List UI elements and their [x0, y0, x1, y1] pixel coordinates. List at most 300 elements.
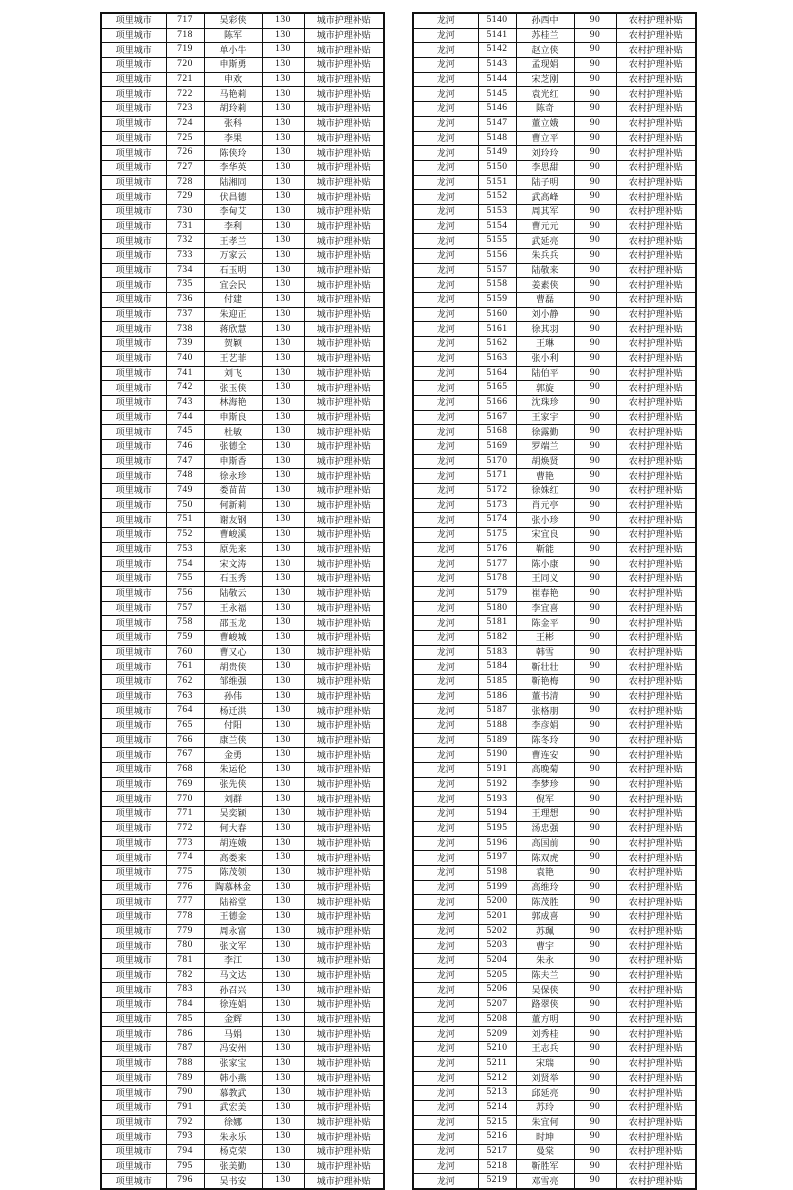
cell-area: 项里城市 [101, 674, 166, 689]
cell-serial-number: 5200 [478, 895, 516, 910]
cell-subsidy-type: 农村护理补贴 [616, 131, 696, 146]
cell-area: 项里城市 [101, 719, 166, 734]
cell-subsidy-type: 城市护理补贴 [304, 102, 384, 117]
table-row [101, 513, 384, 528]
cell-area: 龙河 [413, 968, 478, 983]
cell-serial-number: 780 [166, 939, 204, 954]
table-row [101, 704, 384, 719]
cell-serial-number: 5175 [478, 528, 516, 543]
table-row [413, 880, 696, 895]
cell-serial-number: 736 [166, 293, 204, 308]
cell-area: 龙河 [413, 469, 478, 484]
cell-person-name: 杨克荣 [204, 1144, 262, 1159]
cell-person-name: 吴保侠 [516, 983, 574, 998]
cell-amount: 130 [262, 851, 304, 866]
cell-person-name: 吴彩侠 [204, 13, 262, 28]
cell-area: 项里城市 [101, 689, 166, 704]
cell-person-name: 宋芝刚 [516, 72, 574, 87]
cell-amount: 90 [574, 131, 616, 146]
cell-person-name: 高晚菊 [516, 763, 574, 778]
cell-amount: 130 [262, 983, 304, 998]
cell-subsidy-type: 城市护理补贴 [304, 851, 384, 866]
cell-serial-number: 5161 [478, 322, 516, 337]
cell-area: 项里城市 [101, 1012, 166, 1027]
cell-amount: 130 [262, 293, 304, 308]
cell-person-name: 王同义 [516, 572, 574, 587]
cell-person-name: 谢友钢 [204, 513, 262, 528]
cell-area: 龙河 [413, 704, 478, 719]
cell-subsidy-type: 农村护理补贴 [616, 733, 696, 748]
cell-area: 龙河 [413, 293, 478, 308]
cell-amount: 90 [574, 351, 616, 366]
cell-serial-number: 745 [166, 425, 204, 440]
cell-serial-number: 730 [166, 204, 204, 219]
cell-serial-number: 726 [166, 146, 204, 161]
cell-subsidy-type: 农村护理补贴 [616, 763, 696, 778]
cell-serial-number: 737 [166, 307, 204, 322]
cell-area: 龙河 [413, 131, 478, 146]
table-row [413, 439, 696, 454]
cell-area: 项里城市 [101, 337, 166, 352]
table-row [101, 337, 384, 352]
cell-serial-number: 5217 [478, 1144, 516, 1159]
cell-person-name: 王理想 [516, 807, 574, 822]
cell-person-name: 胡贵侠 [204, 660, 262, 675]
cell-amount: 130 [262, 395, 304, 410]
cell-subsidy-type: 农村护理补贴 [616, 87, 696, 102]
cell-area: 龙河 [413, 498, 478, 513]
cell-person-name: 王家宇 [516, 410, 574, 425]
cell-area: 项里城市 [101, 1071, 166, 1086]
cell-area: 项里城市 [101, 425, 166, 440]
cell-serial-number: 5191 [478, 763, 516, 778]
cell-subsidy-type: 农村护理补贴 [616, 116, 696, 131]
cell-serial-number: 5162 [478, 337, 516, 352]
cell-amount: 130 [262, 865, 304, 880]
cell-serial-number: 728 [166, 175, 204, 190]
cell-serial-number: 5196 [478, 836, 516, 851]
cell-amount: 90 [574, 1056, 616, 1071]
cell-area: 龙河 [413, 1027, 478, 1042]
cell-person-name: 李江 [204, 954, 262, 969]
cell-person-name: 申斯香 [204, 454, 262, 469]
cell-amount: 130 [262, 763, 304, 778]
cell-area: 项里城市 [101, 542, 166, 557]
cell-person-name: 曹又心 [204, 645, 262, 660]
cell-person-name: 伏昌德 [204, 190, 262, 205]
cell-serial-number: 5167 [478, 410, 516, 425]
cell-amount: 90 [574, 939, 616, 954]
cell-person-name: 董立娥 [516, 116, 574, 131]
cell-serial-number: 766 [166, 733, 204, 748]
cell-amount: 130 [262, 469, 304, 484]
cell-serial-number: 5173 [478, 498, 516, 513]
cell-area: 项里城市 [101, 1086, 166, 1101]
cell-subsidy-type: 农村护理补贴 [616, 807, 696, 822]
cell-area: 项里城市 [101, 160, 166, 175]
cell-serial-number: 5158 [478, 278, 516, 293]
cell-serial-number: 5160 [478, 307, 516, 322]
cell-subsidy-type: 城市护理补贴 [304, 704, 384, 719]
table-row [101, 454, 384, 469]
cell-serial-number: 740 [166, 351, 204, 366]
table-row [101, 689, 384, 704]
cell-subsidy-type: 城市护理补贴 [304, 425, 384, 440]
cell-amount: 130 [262, 234, 304, 249]
table-row [413, 998, 696, 1013]
cell-amount: 130 [262, 748, 304, 763]
cell-subsidy-type: 城市护理补贴 [304, 939, 384, 954]
table-row [101, 58, 384, 73]
table-row [413, 542, 696, 557]
cell-person-name: 武宏美 [204, 1100, 262, 1115]
table-row [101, 616, 384, 631]
cell-serial-number: 748 [166, 469, 204, 484]
cell-amount: 130 [262, 704, 304, 719]
cell-subsidy-type: 城市护理补贴 [304, 807, 384, 822]
cell-subsidy-type: 农村护理补贴 [616, 998, 696, 1013]
table-row [413, 146, 696, 161]
cell-subsidy-type: 农村护理补贴 [616, 469, 696, 484]
cell-amount: 90 [574, 72, 616, 87]
table-row [413, 924, 696, 939]
cell-amount: 130 [262, 204, 304, 219]
cell-serial-number: 762 [166, 674, 204, 689]
cell-person-name: 时坤 [516, 1130, 574, 1145]
cell-amount: 90 [574, 954, 616, 969]
cell-subsidy-type: 城市护理补贴 [304, 1159, 384, 1174]
cell-subsidy-type: 城市护理补贴 [304, 116, 384, 131]
cell-area: 龙河 [413, 645, 478, 660]
cell-area: 龙河 [413, 924, 478, 939]
cell-serial-number: 5218 [478, 1159, 516, 1174]
cell-area: 项里城市 [101, 1130, 166, 1145]
cell-subsidy-type: 农村护理补贴 [616, 748, 696, 763]
cell-amount: 90 [574, 689, 616, 704]
cell-person-name: 付建 [204, 293, 262, 308]
cell-person-name: 武高峰 [516, 190, 574, 205]
cell-area: 项里城市 [101, 733, 166, 748]
cell-amount: 130 [262, 954, 304, 969]
cell-amount: 130 [262, 263, 304, 278]
cell-area: 龙河 [413, 586, 478, 601]
cell-person-name: 邓雪亮 [516, 1174, 574, 1189]
cell-area: 项里城市 [101, 895, 166, 910]
cell-area: 项里城市 [101, 366, 166, 381]
cell-person-name: 张小利 [516, 351, 574, 366]
cell-amount: 130 [262, 249, 304, 264]
cell-person-name: 杨迁洪 [204, 704, 262, 719]
table-row [413, 1130, 696, 1145]
table-row [413, 1086, 696, 1101]
cell-amount: 130 [262, 307, 304, 322]
cell-amount: 130 [262, 87, 304, 102]
cell-subsidy-type: 农村护理补贴 [616, 43, 696, 58]
cell-person-name: 张家宝 [204, 1056, 262, 1071]
cell-subsidy-type: 城市护理补贴 [304, 1027, 384, 1042]
cell-serial-number: 788 [166, 1056, 204, 1071]
cell-amount: 130 [262, 1115, 304, 1130]
cell-serial-number: 777 [166, 895, 204, 910]
table-row [101, 190, 384, 205]
cell-subsidy-type: 农村护理补贴 [616, 1042, 696, 1057]
cell-amount: 130 [262, 498, 304, 513]
table-row [101, 660, 384, 675]
cell-amount: 130 [262, 116, 304, 131]
cell-serial-number: 5150 [478, 160, 516, 175]
cell-serial-number: 753 [166, 542, 204, 557]
table-row [413, 645, 696, 660]
cell-area: 项里城市 [101, 1115, 166, 1130]
cell-serial-number: 5164 [478, 366, 516, 381]
cell-amount: 90 [574, 704, 616, 719]
cell-amount: 90 [574, 542, 616, 557]
cell-amount: 90 [574, 43, 616, 58]
cell-person-name: 胡玲莉 [204, 102, 262, 117]
cell-area: 项里城市 [101, 763, 166, 778]
cell-serial-number: 786 [166, 1027, 204, 1042]
table-row [413, 763, 696, 778]
cell-area: 龙河 [413, 43, 478, 58]
cell-serial-number: 742 [166, 381, 204, 396]
cell-area: 龙河 [413, 998, 478, 1013]
cell-amount: 90 [574, 366, 616, 381]
cell-amount: 130 [262, 160, 304, 175]
cell-subsidy-type: 城市护理补贴 [304, 366, 384, 381]
cell-serial-number: 5152 [478, 190, 516, 205]
cell-subsidy-type: 城市护理补贴 [304, 58, 384, 73]
cell-person-name: 林海艳 [204, 395, 262, 410]
cell-serial-number: 5198 [478, 865, 516, 880]
cell-subsidy-type: 城市护理补贴 [304, 513, 384, 528]
cell-subsidy-type: 城市护理补贴 [304, 278, 384, 293]
cell-amount: 90 [574, 425, 616, 440]
cell-person-name: 曹立平 [516, 131, 574, 146]
cell-serial-number: 785 [166, 1012, 204, 1027]
cell-serial-number: 735 [166, 278, 204, 293]
cell-area: 项里城市 [101, 351, 166, 366]
table-row [101, 924, 384, 939]
table-row [413, 851, 696, 866]
cell-subsidy-type: 城市护理补贴 [304, 1086, 384, 1101]
cell-amount: 130 [262, 58, 304, 73]
cell-serial-number: 5179 [478, 586, 516, 601]
cell-amount: 130 [262, 1042, 304, 1057]
table-row [101, 1027, 384, 1042]
cell-amount: 130 [262, 13, 304, 28]
cell-subsidy-type: 城市护理补贴 [304, 528, 384, 543]
table-row [413, 219, 696, 234]
cell-serial-number: 5143 [478, 58, 516, 73]
cell-serial-number: 5206 [478, 983, 516, 998]
cell-amount: 90 [574, 28, 616, 43]
cell-serial-number: 759 [166, 630, 204, 645]
cell-area: 龙河 [413, 234, 478, 249]
table-row [101, 219, 384, 234]
cell-area: 龙河 [413, 851, 478, 866]
cell-person-name: 金辉 [204, 1012, 262, 1027]
cell-subsidy-type: 城市护理补贴 [304, 557, 384, 572]
cell-serial-number: 723 [166, 102, 204, 117]
cell-serial-number: 5151 [478, 175, 516, 190]
cell-person-name: 朱迎正 [204, 307, 262, 322]
cell-person-name: 王孝兰 [204, 234, 262, 249]
cell-amount: 90 [574, 660, 616, 675]
cell-area: 龙河 [413, 102, 478, 117]
cell-area: 项里城市 [101, 146, 166, 161]
cell-amount: 130 [262, 1100, 304, 1115]
cell-subsidy-type: 农村护理补贴 [616, 528, 696, 543]
cell-person-name: 徐娜 [204, 1115, 262, 1130]
cell-serial-number: 741 [166, 366, 204, 381]
cell-person-name: 马艳莉 [204, 87, 262, 102]
cell-subsidy-type: 农村护理补贴 [616, 410, 696, 425]
cell-area: 龙河 [413, 204, 478, 219]
cell-person-name: 王彬 [516, 630, 574, 645]
cell-area: 龙河 [413, 1012, 478, 1027]
cell-serial-number: 5177 [478, 557, 516, 572]
cell-serial-number: 5163 [478, 351, 516, 366]
cell-area: 龙河 [413, 116, 478, 131]
cell-amount: 90 [574, 1071, 616, 1086]
cell-amount: 90 [574, 293, 616, 308]
cell-subsidy-type: 城市护理补贴 [304, 131, 384, 146]
table-row [101, 895, 384, 910]
table-row [101, 601, 384, 616]
cell-amount: 130 [262, 1086, 304, 1101]
cell-subsidy-type: 城市护理补贴 [304, 219, 384, 234]
cell-person-name: 肖元亭 [516, 498, 574, 513]
cell-serial-number: 772 [166, 821, 204, 836]
cell-amount: 90 [574, 454, 616, 469]
cell-person-name: 马文达 [204, 968, 262, 983]
cell-area: 项里城市 [101, 484, 166, 499]
cell-serial-number: 749 [166, 484, 204, 499]
cell-area: 龙河 [413, 630, 478, 645]
cell-amount: 90 [574, 1130, 616, 1145]
cell-serial-number: 5210 [478, 1042, 516, 1057]
cell-area: 项里城市 [101, 630, 166, 645]
cell-serial-number: 794 [166, 1144, 204, 1159]
table-row [413, 616, 696, 631]
table-row [101, 939, 384, 954]
cell-amount: 130 [262, 807, 304, 822]
cell-amount: 130 [262, 909, 304, 924]
cell-serial-number: 738 [166, 322, 204, 337]
table-row [413, 28, 696, 43]
table-row [413, 895, 696, 910]
cell-serial-number: 727 [166, 160, 204, 175]
cell-amount: 90 [574, 1042, 616, 1057]
cell-subsidy-type: 农村护理补贴 [616, 72, 696, 87]
table-row [413, 572, 696, 587]
cell-serial-number: 724 [166, 116, 204, 131]
table-row [413, 278, 696, 293]
cell-subsidy-type: 农村护理补贴 [616, 777, 696, 792]
cell-amount: 130 [262, 1056, 304, 1071]
cell-serial-number: 5180 [478, 601, 516, 616]
cell-serial-number: 5145 [478, 87, 516, 102]
rural-care-subsidy-table [412, 12, 697, 1190]
cell-subsidy-type: 城市护理补贴 [304, 1144, 384, 1159]
cell-amount: 90 [574, 601, 616, 616]
cell-amount: 130 [262, 792, 304, 807]
cell-amount: 130 [262, 1144, 304, 1159]
cell-amount: 90 [574, 204, 616, 219]
cell-person-name: 刘小静 [516, 307, 574, 322]
cell-serial-number: 5211 [478, 1056, 516, 1071]
cell-area: 项里城市 [101, 807, 166, 822]
cell-subsidy-type: 城市护理补贴 [304, 1071, 384, 1086]
cell-amount: 90 [574, 513, 616, 528]
cell-area: 龙河 [413, 160, 478, 175]
cell-amount: 130 [262, 219, 304, 234]
cell-area: 龙河 [413, 807, 478, 822]
cell-person-name: 胡连娥 [204, 836, 262, 851]
cell-serial-number: 5209 [478, 1027, 516, 1042]
cell-subsidy-type: 城市护理补贴 [304, 87, 384, 102]
cell-person-name: 宋瑞 [516, 1056, 574, 1071]
cell-area: 项里城市 [101, 1056, 166, 1071]
cell-subsidy-type: 城市护理补贴 [304, 733, 384, 748]
cell-serial-number: 5202 [478, 924, 516, 939]
cell-subsidy-type: 农村护理补贴 [616, 1115, 696, 1130]
cell-person-name: 董方明 [516, 1012, 574, 1027]
cell-person-name: 宜会民 [204, 278, 262, 293]
cell-amount: 90 [574, 1144, 616, 1159]
table-row [413, 557, 696, 572]
table-row [413, 674, 696, 689]
cell-area: 龙河 [413, 87, 478, 102]
table-row [413, 1042, 696, 1057]
cell-serial-number: 787 [166, 1042, 204, 1057]
cell-subsidy-type: 农村护理补贴 [616, 219, 696, 234]
cell-area: 龙河 [413, 777, 478, 792]
cell-serial-number: 720 [166, 58, 204, 73]
cell-amount: 130 [262, 410, 304, 425]
cell-person-name: 周永富 [204, 924, 262, 939]
cell-area: 项里城市 [101, 998, 166, 1013]
cell-serial-number: 5148 [478, 131, 516, 146]
cell-serial-number: 5215 [478, 1115, 516, 1130]
table-row [101, 366, 384, 381]
cell-serial-number: 751 [166, 513, 204, 528]
cell-amount: 130 [262, 1130, 304, 1145]
cell-amount: 90 [574, 807, 616, 822]
cell-area: 项里城市 [101, 58, 166, 73]
cell-amount: 90 [574, 395, 616, 410]
cell-amount: 130 [262, 366, 304, 381]
cell-amount: 90 [574, 630, 616, 645]
table-row [101, 733, 384, 748]
cell-serial-number: 743 [166, 395, 204, 410]
table-row [101, 1174, 384, 1189]
cell-person-name: 石玉明 [204, 263, 262, 278]
cell-area: 项里城市 [101, 219, 166, 234]
cell-person-name: 郭成喜 [516, 909, 574, 924]
cell-person-name: 冯安州 [204, 1042, 262, 1057]
table-row [413, 116, 696, 131]
cell-serial-number: 5195 [478, 821, 516, 836]
cell-area: 项里城市 [101, 865, 166, 880]
table-row [101, 836, 384, 851]
table-row [413, 777, 696, 792]
table-row [101, 1100, 384, 1115]
cell-area: 项里城市 [101, 204, 166, 219]
cell-serial-number: 783 [166, 983, 204, 998]
cell-area: 项里城市 [101, 263, 166, 278]
cell-amount: 90 [574, 337, 616, 352]
